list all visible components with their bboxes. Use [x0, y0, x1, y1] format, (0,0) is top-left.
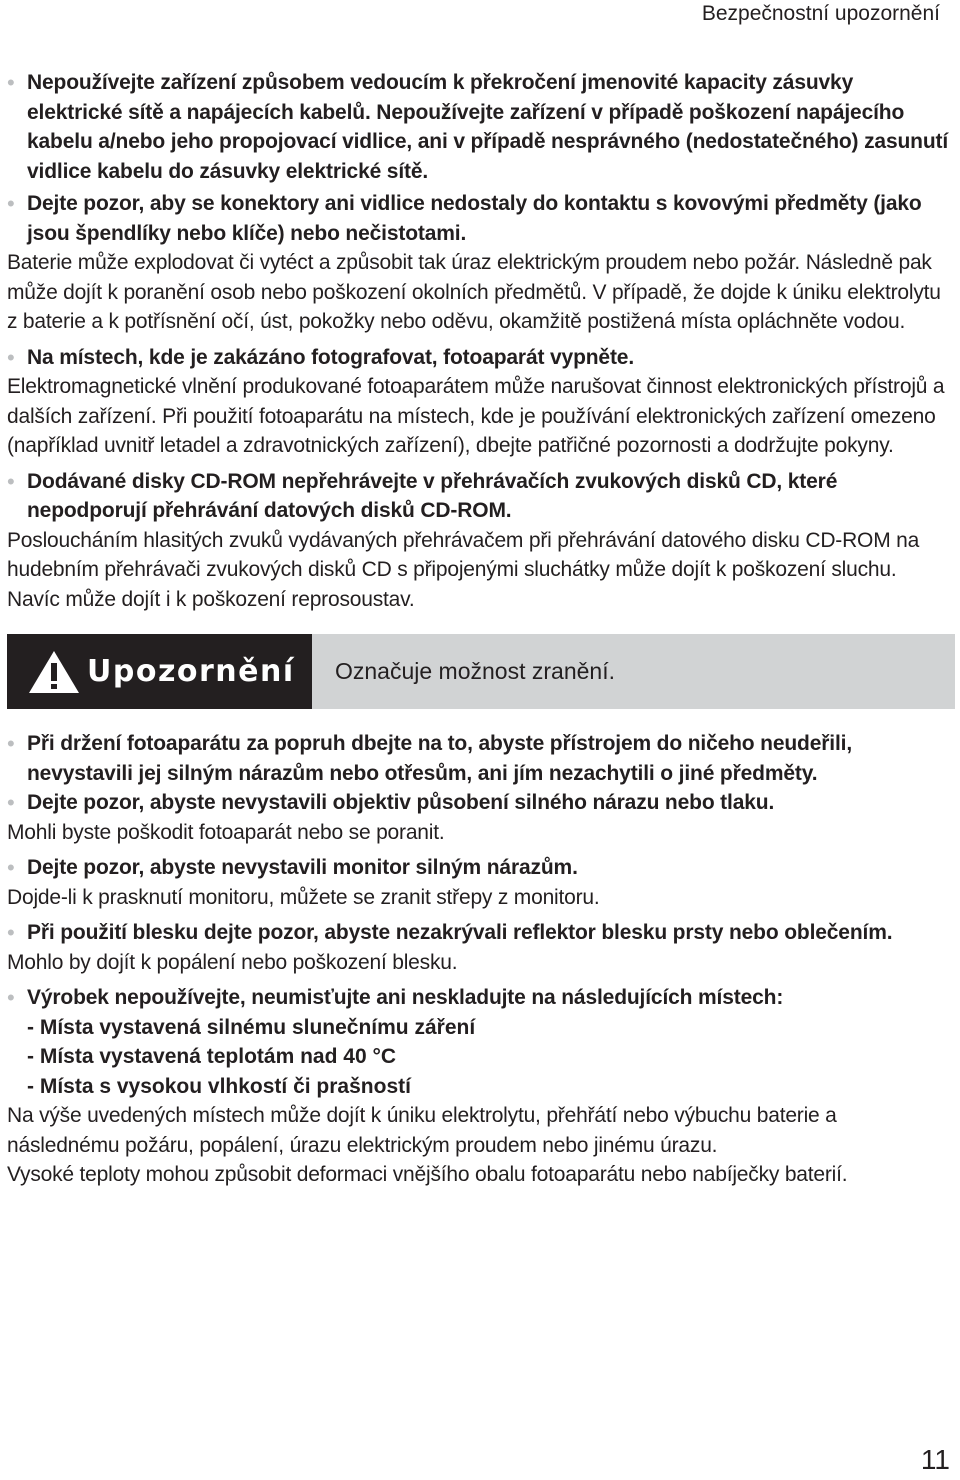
- page-header-title: Bezpečnostní upozornění: [701, 2, 940, 25]
- warning-item: [7, 68, 952, 186]
- bullet-icon: •: [7, 731, 15, 756]
- caution-heading: Dejte pozor, abyste nevystavili objektiv působení silného nárazu nebo tlaku.: [27, 791, 775, 814]
- caution-heading: Dejte pozor, abyste nevystavili monitor silným nárazům.: [27, 856, 578, 879]
- caution-heading: Při držení fotoaparátu za popruh dbejte na to, abyste přístrojem do ničeho neudeřili, nevystavili jej silným nárazům nebo otřesům, ani jím nezachytili o jiné předměty.: [27, 732, 853, 785]
- bullet-icon: •: [7, 855, 15, 880]
- caution-heading: Výrobek nepoužívejte, neumisťujte ani neskladujte na následujících místech:: [27, 986, 784, 1009]
- caution-title: Upozornění: [87, 654, 295, 689]
- caution-body: Na výše uvedených místech může dojít k úniku elektrolytu, přehřátí nebo výbuchu baterie a následnému požáru, popálení, úrazu elektrickým proudem nebo jinému úrazu.: [7, 1104, 837, 1157]
- bullet-icon: •: [7, 468, 15, 494]
- bullet-icon: •: [7, 191, 15, 216]
- warning-body: Baterie může explodovat či vytéct a způsobit tak úraz elektrickým proudem nebo požár. Následně pak může dojít k poranění osob nebo poškození okolních předmětů. V případě, že dojde k úniku elektrolytu z baterie a k potřísnění očí, úst, pokožky nebo oděvu, okamžitě postižená místa opláchněte vodou.: [7, 251, 941, 333]
- list-item: - Místa vystavená teplotám nad 40 °C: [27, 1045, 397, 1068]
- warning-item: [7, 189, 952, 337]
- caution-item: [7, 918, 952, 977]
- warning-body: Posloucháním hlasitých zvuků vydávaných přehrávačem při přehrávání datového disku CD-ROM na hudebním přehrávači zvukových disků CD s připojenými sluchátky může dojít k poškození sluchu. Navíc může dojít i k poškození reprosoustav.: [7, 528, 920, 611]
- caution-body: Mohli byste poškodit fotoaparát nebo se poranit.: [7, 820, 445, 844]
- bullet-icon: •: [7, 985, 15, 1010]
- caution-label-panel: [7, 634, 312, 709]
- location-list: [27, 1013, 952, 1102]
- bullet-icon: •: [7, 70, 15, 95]
- bullet-icon: •: [7, 344, 15, 370]
- list-item: - Místa s vysokou vlhkostí či prašností: [27, 1074, 411, 1098]
- bullet-icon: •: [7, 920, 15, 945]
- warning-heading: Dodávané disky CD-ROM nepřehrávejte v přehrávačích zvukových disků CD, které nepodporují přehrávání datových disků CD-ROM.: [27, 469, 838, 522]
- warning-item: [7, 343, 952, 461]
- bullet-icon: •: [7, 790, 15, 815]
- page-content: [7, 68, 952, 1196]
- caution-item: [7, 729, 952, 788]
- caution-description: Označuje možnost zranění.: [312, 634, 955, 709]
- warning-triangle-icon: [27, 649, 81, 695]
- warning-heading: Nepoužívejte zařízení způsobem vedoucím k překročení jmenovité kapacity zásuvky elektrické sítě a napájecích kabelů. Nepoužívejte zařízení v případě poškození napájecího kabelu a/nebo jeho propojovací vidlice, ani v případě nesprávného (nedostatečného) zasunutí vidlice kabelu do zásuvky elektrické sítě.: [27, 71, 949, 183]
- caution-item: [7, 983, 952, 1190]
- page-number: 11: [920, 1444, 950, 1475]
- warning-item: [7, 467, 952, 615]
- warning-heading: Dejte pozor, aby se konektory ani vidlice nedostaly do kontaktu s kovovými předměty (jako jsou špendlíky nebo klíče) nebo nečistotami.: [27, 192, 922, 245]
- caution-body: Dojde-li k prasknutí monitoru, můžete se zranit střepy z monitoru.: [7, 885, 600, 909]
- caution-body: Vysoké teploty mohou způsobit deformaci vnějšího obalu fotoaparátu nebo nabíječky baterií.: [7, 1163, 848, 1186]
- caution-item: [7, 853, 952, 912]
- warning-body: Elektromagnetické vlnění produkované fotoaparátem může narušovat činnost elektronických přístrojů a dalších zařízení. Při použití fotoaparátu na místech, kde je používání elektronických zařízení omezeno (například uvnitř letadel a zdravotnických zařízení), dbejte patřičné pozornosti a dodržujte pokyny.: [7, 375, 945, 457]
- list-item: - Místa vystavená silnému slunečnímu záření: [27, 1015, 476, 1039]
- caution-item: [7, 788, 952, 847]
- caution-banner: [7, 634, 955, 709]
- caution-body: Mohlo by dojít k popálení nebo poškození blesku.: [7, 950, 458, 974]
- caution-heading: Při použití blesku dejte pozor, abyste nezakrývali reflektor blesku prsty nebo oblečením.: [27, 921, 893, 944]
- warning-heading: Na místech, kde je zakázáno fotografovat, fotoaparát vypněte.: [27, 345, 635, 369]
